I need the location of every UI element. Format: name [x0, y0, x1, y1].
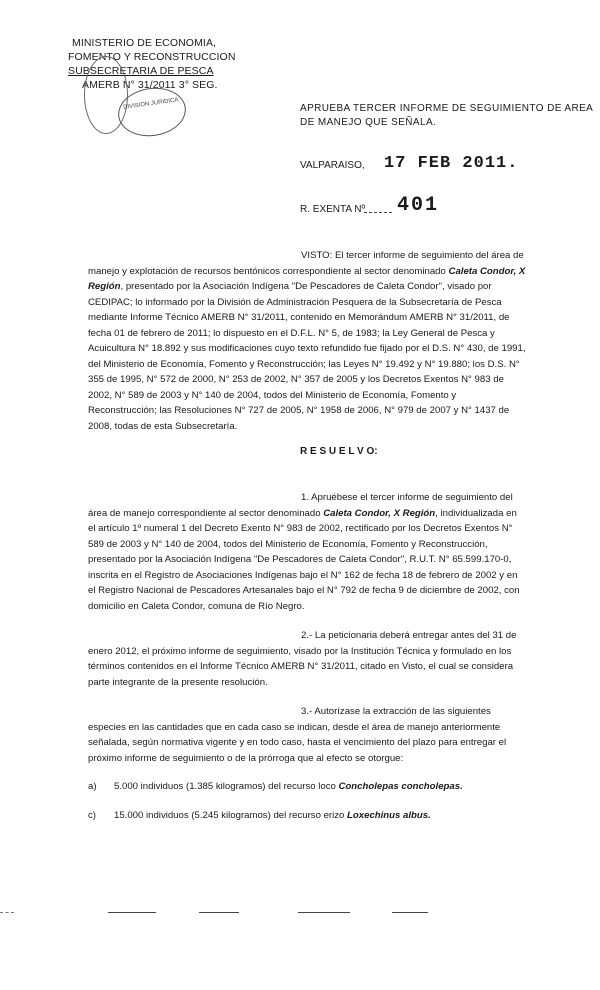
item-3-l3: próximo informe de seguimiento o de la prórroga que al efecto se otorgue:	[88, 752, 404, 764]
item-1-l6: el Registro Nacional de Pescadores Artesanales bajo el N° 792 de fecha 9 de diciembre de 2002, con	[88, 585, 520, 596]
visto-l6: Acuicultura N° 18.892 y sus modificaciones cuyo texto refundido fue fijado por el D.S. N° 430, de 1991,	[88, 343, 526, 354]
footer-rule-2	[199, 912, 239, 913]
species-item	[88, 781, 463, 792]
visto-l3: CEDIPAC; lo informado por la División de Administración Pesquera de la Subsecretaría de Pesca	[88, 296, 502, 308]
item-1-l5: inscrita en el Registro de Asociaciones Indígenas bajo el N° 162 de fecha 18 de febrero de 2002 y en	[88, 569, 518, 581]
subject-line-1: APRUEBA TERCER INFORME DE SEGUIMIENTO DE AREA	[300, 103, 594, 114]
resolution-subject	[300, 102, 593, 129]
place-label: VALPARAISO,	[300, 160, 365, 171]
visto-l9: 2002, N° 589 de 2003 y N° 140 de 2004, todos del Ministerio de Economía, Fomento y	[88, 389, 457, 401]
footer-rule-4	[392, 912, 428, 913]
item-1-sector: Caleta Condor, X Región	[323, 507, 436, 519]
visto-lead: VISTO: El tercer informe de seguimiento del área de	[301, 250, 524, 261]
visto-sector: Caleta Condor, X	[448, 265, 526, 277]
item-2-lead: 2.- La peticionaria deberá entregar antes del 31 de	[301, 630, 517, 641]
item-1-lead: 1. Apruébese el tercer informe de seguimiento del	[301, 492, 513, 503]
number-line	[364, 202, 392, 213]
item-1-paragraph	[88, 490, 540, 614]
item-1-l4: presentado por la Asociación Indígena "De Pescadores de Caleta Condor", R.U.T. N° 65.599.170-0,	[88, 554, 512, 565]
item-3-l1: especies en las cantidades que en cada caso se indican, desde el área de manejo anteriormente	[88, 721, 501, 733]
item-1-l7: domicilio en Caleta Condor, comuna de Río Negro.	[88, 600, 305, 612]
item-1-l1c: , individualizada en	[435, 507, 517, 519]
item-3-paragraph	[88, 704, 540, 766]
visto-l5: fecha 01 de febrero de 2011; lo dispuesto en el D.F.L. N° 5, de 1983; la Ley General de Pesca y	[88, 327, 495, 339]
reference-line: AMERB N° 31/2011 3° SEG.	[82, 79, 218, 91]
ministry-line-2: FOMENTO Y RECONSTRUCCION	[68, 51, 236, 63]
visto-l2: , presentado por la Asociación Indígena "De Pescadores de Caleta Condor", visado por	[120, 281, 492, 292]
resolution-date: 17 FEB 2011.	[384, 154, 519, 173]
ministry-line-1: MINISTERIO DE ECONOMIA,	[72, 37, 217, 49]
item-1-l1a: área de manejo correspondiente al sector denominado	[88, 507, 321, 519]
visto-l7: del Ministerio de Economía, Fomento y Reconstrucción; las Leyes N° 19.492 y N° 19.880; los D.S. N°	[88, 358, 520, 370]
species-name: Concholepas concholepas.	[338, 781, 463, 792]
item-3-lead: 3.- Autorízase la extracción de las siguientes	[301, 706, 491, 717]
visto-l8: 355 de 1995, N° 572 de 2000, N° 253 de 2002, N° 357 de 2005 y los Decretos Exentos N° 983 de	[88, 374, 504, 385]
item-2-l2: términos contenidos en el Informe Técnico AMERB N° 31/2011, citado en Visto, el cual se considera	[88, 661, 514, 672]
visto-l4: mediante Informe Técnico AMERB N° 31/2011, contenido en Memorándum AMERB N° 31/2011, de	[88, 312, 510, 323]
visto-region: Región	[88, 281, 121, 292]
item-1-l2: el artículo 1º numeral 1 del Decreto Exento N° 983 de 2002, rectificado por los Decretos Exentos N°	[88, 523, 513, 534]
species-item	[88, 810, 431, 821]
visto-l11: 2008, todas de esta Subsecretaría.	[88, 420, 238, 432]
item-3-l2: señalada, según normativa vigente y en todo caso, hasta el vencimiento del plazo para entregar el	[88, 737, 507, 748]
item-1-l3: 589 de 2003 y N° 140 de 2004, todos del Ministerio de Economía, Fomento y Reconstrucción,	[88, 538, 488, 550]
item-2-l3: parte integrante de la presente resolución.	[88, 676, 268, 688]
item-2-l1: enero 2012, el próximo informe de seguimiento, visado por la Institución Técnica y formulado en los	[88, 645, 512, 657]
resolution-number: 401	[397, 194, 440, 217]
visto-l1: manejo y explotación de recursos bentónicos correspondiente al sector denominado	[88, 265, 446, 277]
footer-rule-1	[108, 912, 156, 913]
species-marker: a)	[88, 781, 97, 792]
stamp-text: DIVISION JURIDICA	[122, 97, 179, 111]
item-2-paragraph	[88, 628, 540, 690]
species-marker: c)	[88, 810, 96, 821]
resuelvo-heading: R E S U E L V O:	[300, 446, 378, 457]
subsecretaria-line: SUBSECRETARIA DE PESCA	[68, 65, 214, 77]
species-text: 5.000 individuos (1.385 kilogramos) del recurso loco	[114, 781, 339, 792]
species-name: Loxechinus albus.	[347, 810, 431, 821]
species-text: 15.000 individuos (5.245 kilogramos) del recurso erizo	[114, 810, 348, 821]
resolution-label: R. EXENTA Nº	[300, 204, 366, 215]
visto-paragraph	[88, 248, 540, 434]
footer-rule-3	[298, 912, 350, 913]
subject-line-2: DE MANEJO QUE SEÑALA.	[300, 116, 437, 128]
visto-l10: Reconstrucción; las Resoluciones N° 727 de 2005, N° 1958 de 2006, N° 979 de 2007 y N° 1437 de	[88, 405, 510, 416]
scan-mark-left	[0, 912, 14, 913]
